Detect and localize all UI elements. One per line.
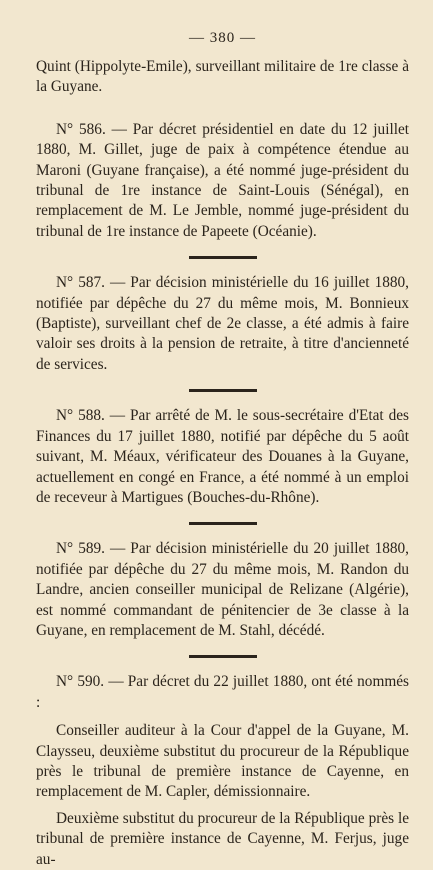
entry-590-paragraph: Conseiller auditeur à la Cour d'appel de la Guyane, M. Claysseu, deuxième substitut du procureur de la République près le tribunal de première instance de Cayenne, en remplacement de M. Capler, démissionnaire.	[36, 722, 409, 801]
entry-intro: Quint (Hippolyte-Emile), surveillant militaire de 1re classe à la Guyane.	[36, 58, 409, 96]
entry-587: N° 587. — Par décision ministérielle du 16 juillet 1880, notifiée par dépêche du 27 du même mois, M. Bonnieux (Baptiste), surveillant chef de 2e classe, a été admis à faire valoir ses droits à la pension de retraite, à titre d'ancienneté de services.	[36, 274, 409, 373]
entry-590-heading: N° 590. — Par décret du 22 juillet 1880, ont été nommés :	[36, 673, 409, 711]
page-number: — 380 —	[189, 30, 256, 46]
entry-589: N° 589. — Par décision ministérielle du 20 juillet 1880, notifiée par dépêche du 27 du même mois, M. Randon du Landre, ancien conseiller municipal de Relizane (Algérie), est nommé commandant de pénitencier de 3e classe à la Guyane, en remplacement de M. Stahl, décédé.	[36, 540, 409, 639]
entry-588: N° 588. — Par arrêté de M. le sous-secrétaire d'Etat des Finances du 17 juillet 1880, notifié par dépêche du 5 août suivant, M. Méaux, vérificateur des Douanes à la Guyane, actuellement en congé en France, a été nommé à un emploi de receveur à Martigues (Bouches-du-Rhône).	[36, 407, 409, 506]
entry-590-paragraph: Deuxième substitut du procureur de la République près le tribunal de première instance de Cayenne, M. Ferjus, juge au-	[36, 809, 409, 868]
entry-586: N° 586. — Par décret présidentiel en date du 12 juillet 1880, M. Gillet, juge de paix à compétence étendue au Maroni (Guyane française), a été nommé juge-président du tribunal de 1re instance de Saint-Louis (Sénégal), en remplacement de M. Le Jemble, nommé juge-président du tribunal de 1re instance de Papeete (Océanie).	[36, 120, 409, 240]
